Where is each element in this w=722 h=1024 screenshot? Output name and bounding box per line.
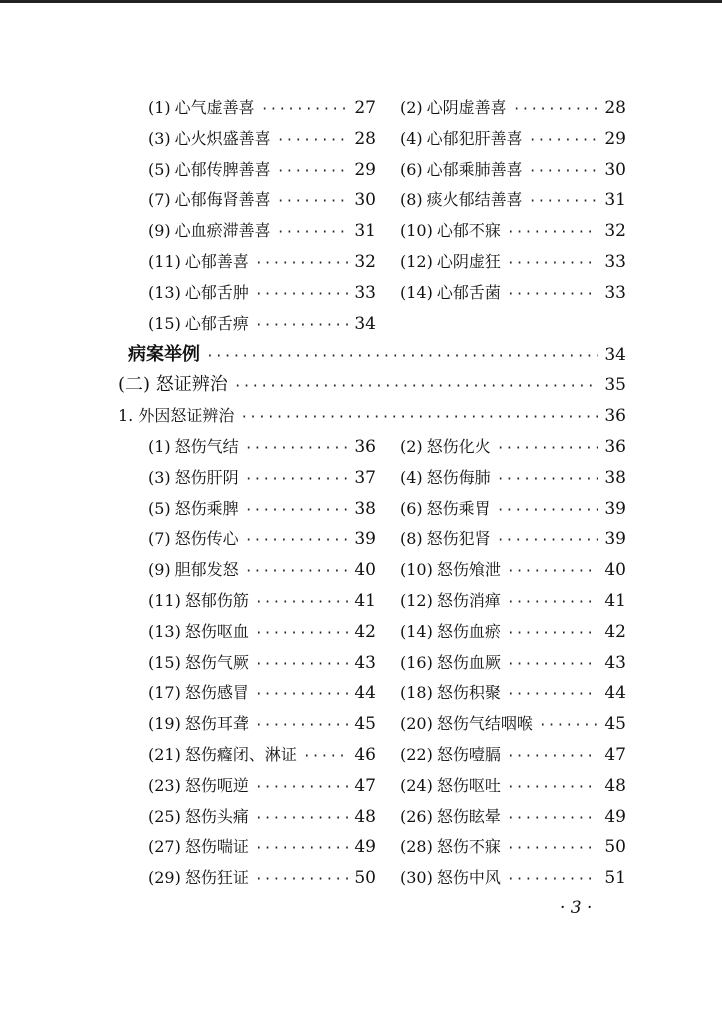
toc-leader-dots bbox=[507, 282, 599, 308]
toc-entry[interactable] bbox=[148, 619, 376, 645]
toc-leader-dots bbox=[507, 621, 599, 647]
toc-leader-dots bbox=[507, 220, 599, 246]
toc-leader-dots bbox=[255, 313, 349, 339]
toc-leader-dots bbox=[507, 682, 599, 708]
toc-entry-title: 胆郁发怒 bbox=[174, 560, 239, 580]
toc-entry[interactable] bbox=[400, 680, 626, 706]
toc-page-number: 39 bbox=[604, 529, 626, 550]
toc-entry-number: (3) bbox=[148, 128, 171, 148]
toc-entry-title: 怒伤喘证 bbox=[184, 837, 249, 857]
toc-entry-label bbox=[400, 280, 501, 306]
toc-leader-dots bbox=[255, 867, 349, 893]
toc-entry-number: (13) bbox=[148, 621, 181, 641]
toc-entry[interactable] bbox=[148, 496, 376, 522]
toc-leader-dots bbox=[529, 128, 599, 154]
toc-entry[interactable] bbox=[400, 834, 626, 860]
toc-entry-title: 怒伤气厥 bbox=[184, 652, 249, 672]
toc-leader-dots bbox=[255, 713, 349, 739]
toc-page-number: 46 bbox=[354, 745, 376, 765]
toc-entry[interactable] bbox=[148, 680, 376, 706]
toc-entry-title: 怒伤狂证 bbox=[184, 868, 249, 888]
toc-entry[interactable] bbox=[400, 711, 626, 737]
toc-entry-title: 心郁犯肝善喜 bbox=[426, 128, 523, 148]
toc-entry-title: 心郁舌菌 bbox=[436, 282, 501, 302]
toc-page-number: 30 bbox=[604, 159, 626, 180]
toc-entry[interactable] bbox=[148, 865, 376, 891]
toc-entry-number: (8) bbox=[400, 529, 423, 549]
toc-page-number: 47 bbox=[354, 775, 376, 796]
toc-entry-label bbox=[400, 557, 501, 583]
toc-entry[interactable] bbox=[148, 526, 376, 552]
toc-entry-label bbox=[400, 804, 501, 830]
toc-page-number: 42 bbox=[354, 621, 376, 642]
toc-leader-dots bbox=[255, 682, 349, 708]
toc-entry[interactable] bbox=[148, 434, 376, 460]
toc-page-number: 40 bbox=[354, 560, 376, 581]
toc-entry-title: 怒伤癃闭、淋证 bbox=[184, 745, 297, 764]
toc-leader-dots bbox=[507, 652, 599, 678]
toc-entry-title: 怒伤呕血 bbox=[184, 621, 249, 641]
toc-page-number: 31 bbox=[354, 221, 376, 242]
toc-page-number: 37 bbox=[354, 467, 376, 488]
toc-entry-title: 怒伤感冒 bbox=[184, 683, 249, 703]
toc-entry-label bbox=[148, 804, 249, 830]
toc-entry-number: (30) bbox=[400, 868, 433, 888]
toc-page-number: 29 bbox=[604, 128, 626, 149]
toc-entry-title: 怒伤肝阴 bbox=[174, 467, 239, 487]
toc-entry-number: (5) bbox=[148, 498, 171, 518]
toc-entry-number: (4) bbox=[400, 128, 423, 148]
toc-entry-label bbox=[400, 711, 533, 737]
toc-entry[interactable] bbox=[400, 465, 626, 491]
toc-entry-label bbox=[400, 95, 507, 121]
toc-entry-title: 心火炽盛善喜 bbox=[174, 128, 271, 148]
toc-entry-title: 怒伤犯肾 bbox=[426, 529, 491, 549]
toc-case-examples[interactable] bbox=[128, 342, 626, 368]
toc-entry-title: 怒伤传心 bbox=[174, 529, 239, 549]
page-number-footer: · 3 · bbox=[560, 898, 593, 918]
toc-entry-number: (11) bbox=[148, 252, 181, 271]
toc-entry[interactable] bbox=[148, 588, 376, 614]
toc-page-number: 42 bbox=[604, 621, 626, 642]
toc-entry-number: (2) bbox=[400, 437, 423, 456]
toc-leader-dots bbox=[529, 189, 599, 215]
toc-entry-label bbox=[148, 742, 297, 768]
toc-entry[interactable] bbox=[400, 619, 626, 645]
toc-leader-dots bbox=[507, 590, 599, 616]
toc-entry-number: (6) bbox=[400, 159, 423, 179]
toc-entry-title: 怒伤气结咽喉 bbox=[436, 714, 533, 734]
toc-entry-title: 怒伤头痛 bbox=[184, 806, 249, 826]
toc-entry-title: 怒伤积聚 bbox=[436, 683, 501, 703]
toc-entry-number: (23) bbox=[148, 775, 181, 795]
toc-page-number: 35 bbox=[604, 375, 626, 395]
toc-entry-number: (3) bbox=[148, 467, 171, 487]
top-border-rule bbox=[0, 0, 722, 3]
toc-entry-label bbox=[400, 742, 501, 768]
toc-entry-label bbox=[148, 218, 271, 244]
toc-page-number: 36 bbox=[604, 406, 626, 426]
toc-entry-title: 心阴虚狂 bbox=[436, 252, 501, 271]
toc-entry-title: 怒伤呕吐 bbox=[436, 775, 501, 795]
toc-entry-label bbox=[148, 465, 239, 491]
toc-entry[interactable] bbox=[400, 187, 626, 213]
toc-leader-dots bbox=[277, 189, 349, 215]
toc-entry[interactable] bbox=[400, 95, 626, 121]
toc-entry-label bbox=[148, 187, 271, 213]
toc-entry-label bbox=[400, 465, 491, 491]
toc-entry-title: 心血瘀滞善喜 bbox=[174, 221, 271, 241]
toc-entry-number: (24) bbox=[400, 775, 433, 795]
toc-entry[interactable] bbox=[400, 280, 626, 306]
toc-leader-dots bbox=[507, 775, 599, 801]
toc-leader-dots bbox=[245, 559, 349, 585]
toc-entry-number: (11) bbox=[148, 591, 181, 610]
toc-entry-label bbox=[400, 157, 523, 183]
toc-entry[interactable] bbox=[148, 804, 376, 830]
toc-group-1[interactable] bbox=[118, 403, 626, 429]
toc-entry-label bbox=[400, 773, 501, 799]
toc-page-number: 48 bbox=[354, 806, 376, 827]
toc-entry[interactable] bbox=[148, 157, 376, 183]
toc-entry-number: (1) bbox=[148, 98, 171, 117]
toc-entry-label bbox=[400, 187, 523, 213]
toc-entry-label bbox=[400, 619, 501, 645]
toc-entry-number: (14) bbox=[400, 282, 433, 302]
toc-entry-label bbox=[148, 526, 239, 552]
toc-entry-number: (15) bbox=[148, 313, 181, 333]
toc-entry[interactable] bbox=[148, 650, 376, 676]
toc-leader-dots bbox=[255, 806, 349, 832]
toc-entry-number: (21) bbox=[148, 745, 181, 764]
toc-page-number: 33 bbox=[354, 282, 376, 303]
toc-leader-dots bbox=[255, 251, 349, 277]
toc-page-number: 31 bbox=[604, 190, 626, 211]
toc-entry-title: 怒伤飧泄 bbox=[436, 560, 501, 580]
toc-entry-label bbox=[148, 557, 239, 583]
toc-leader-dots bbox=[507, 744, 599, 770]
toc-entry-title: 怒伤中风 bbox=[436, 868, 501, 888]
toc-entry-title: 怒伤呃逆 bbox=[184, 775, 249, 795]
toc-entry[interactable] bbox=[148, 249, 376, 275]
toc-entry-number: (7) bbox=[148, 190, 171, 210]
toc-page-number: 39 bbox=[354, 529, 376, 550]
toc-page-number: 27 bbox=[354, 98, 376, 118]
toc-leader-dots bbox=[303, 744, 349, 770]
toc-entry-number: (25) bbox=[148, 806, 181, 826]
toc-page-number: 33 bbox=[604, 282, 626, 303]
toc-entry-number: (12) bbox=[400, 591, 433, 610]
toc-entry[interactable] bbox=[400, 249, 626, 275]
toc-entry-title: 怒伤气结 bbox=[174, 437, 239, 456]
toc-entry[interactable] bbox=[148, 218, 376, 244]
toc-leader-dots bbox=[497, 528, 599, 554]
toc-entry[interactable] bbox=[148, 311, 376, 337]
toc-entry[interactable] bbox=[148, 557, 376, 583]
toc-page-number: 43 bbox=[604, 652, 626, 673]
toc-entry-number: (15) bbox=[148, 652, 181, 672]
toc-entry-label bbox=[400, 650, 501, 676]
toc-entry-label bbox=[148, 311, 249, 337]
toc-entry[interactable] bbox=[400, 588, 626, 614]
toc-leader-dots bbox=[245, 498, 349, 524]
toc-leader-dots bbox=[497, 498, 599, 524]
toc-entry[interactable] bbox=[148, 95, 376, 121]
toc-entry-label bbox=[148, 157, 271, 183]
toc-entry[interactable] bbox=[148, 126, 376, 152]
toc-entry-number: (27) bbox=[148, 837, 181, 857]
toc-entry-title: 怒伤乘脾 bbox=[174, 498, 239, 518]
toc-page-number: 34 bbox=[354, 313, 376, 334]
toc-entry-label bbox=[148, 588, 249, 614]
toc-page-number: 49 bbox=[604, 806, 626, 827]
toc-leader-dots bbox=[529, 159, 599, 185]
toc-entry-number: (12) bbox=[400, 252, 433, 271]
toc-leader-dots bbox=[507, 836, 599, 862]
toc-entry-number: (18) bbox=[400, 683, 433, 703]
toc-entry[interactable] bbox=[400, 526, 626, 552]
toc-leader-dots bbox=[497, 467, 599, 493]
toc-page-number: 44 bbox=[604, 683, 626, 704]
toc-entry-number: (6) bbox=[400, 498, 423, 518]
toc-title: 1. 外因怒证辨治 bbox=[118, 406, 235, 425]
toc-entry-number: (8) bbox=[400, 190, 423, 210]
toc-title: (二) 怒证辨治 bbox=[118, 374, 228, 395]
toc-entry-label bbox=[400, 126, 523, 152]
toc-page-number: 45 bbox=[604, 714, 626, 735]
toc-entry-number: (5) bbox=[148, 159, 171, 179]
toc-entry[interactable] bbox=[148, 465, 376, 491]
toc-entry-label bbox=[400, 218, 501, 244]
toc-leader-dots bbox=[240, 405, 598, 431]
toc-leader-dots bbox=[507, 867, 599, 893]
toc-leader-dots bbox=[234, 374, 599, 400]
toc-leader-dots bbox=[277, 159, 349, 185]
toc-entry-label bbox=[400, 496, 491, 522]
toc-entry-number: (10) bbox=[400, 560, 433, 580]
toc-leader-dots bbox=[245, 436, 349, 462]
toc-entry-title: 心郁舌痹 bbox=[184, 313, 249, 333]
toc-entry-number: (29) bbox=[148, 868, 181, 888]
toc-entry[interactable] bbox=[400, 496, 626, 522]
toc-entry-title: 痰火郁结善喜 bbox=[426, 190, 523, 210]
toc-page-number: 43 bbox=[354, 652, 376, 673]
toc-entry[interactable] bbox=[148, 773, 376, 799]
toc-leader-dots bbox=[261, 97, 349, 123]
toc-entry-title: 怒伤眩晕 bbox=[436, 806, 501, 826]
toc-leader-dots bbox=[255, 590, 349, 616]
toc-entry-number: (17) bbox=[148, 683, 181, 703]
toc-entry-label bbox=[400, 434, 491, 460]
toc-entry-label bbox=[148, 834, 249, 860]
toc-page-number: 33 bbox=[604, 252, 626, 272]
toc-entry-title: 怒伤侮肺 bbox=[426, 467, 491, 487]
toc-entry[interactable] bbox=[148, 834, 376, 860]
toc-entry-number: (9) bbox=[148, 221, 171, 241]
toc-entry-number: (19) bbox=[148, 714, 181, 734]
toc-entry-number: (28) bbox=[400, 837, 433, 857]
toc-entry-title: 怒伤血瘀 bbox=[436, 621, 501, 641]
toc-leader-dots bbox=[507, 806, 599, 832]
toc-entry-label bbox=[400, 526, 491, 552]
toc-page-number: 28 bbox=[354, 128, 376, 149]
toc-entry[interactable] bbox=[400, 157, 626, 183]
toc-section-2[interactable] bbox=[118, 372, 626, 398]
toc-entry-label bbox=[400, 865, 501, 891]
toc-entry-number: (13) bbox=[148, 282, 181, 302]
toc-entry-label bbox=[148, 865, 249, 891]
toc-page-number: 44 bbox=[354, 683, 376, 704]
toc-entry-title: 心郁传脾善喜 bbox=[174, 159, 271, 179]
toc-page-number: 48 bbox=[604, 775, 626, 796]
toc-leader-dots bbox=[507, 559, 599, 585]
toc-page-number: 36 bbox=[354, 437, 376, 457]
toc-entry-title: 怒伤耳聋 bbox=[184, 714, 249, 734]
toc-page-number: 41 bbox=[604, 591, 626, 611]
toc-entry[interactable] bbox=[400, 650, 626, 676]
toc-leader-dots bbox=[255, 836, 349, 862]
toc-entry-title: 怒伤乘胃 bbox=[426, 498, 491, 518]
toc-page-number: 38 bbox=[604, 467, 626, 488]
toc-entry[interactable] bbox=[148, 742, 376, 768]
toc-entry-title: 心郁不寐 bbox=[436, 221, 501, 241]
toc-page-number: 30 bbox=[354, 190, 376, 211]
toc-entry-title: 怒郁伤筋 bbox=[184, 591, 249, 610]
toc-leader-dots bbox=[245, 467, 349, 493]
toc-entry-title: 怒伤消瘅 bbox=[436, 591, 501, 610]
toc-leader-dots bbox=[255, 621, 349, 647]
toc-entry[interactable] bbox=[400, 126, 626, 152]
toc-page-number: 40 bbox=[604, 560, 626, 581]
toc-entry-number: (1) bbox=[148, 437, 171, 456]
toc-leader-dots bbox=[255, 775, 349, 801]
toc-entry[interactable] bbox=[148, 280, 376, 306]
toc-entry-title: 怒伤化火 bbox=[426, 437, 491, 456]
toc-entry-title: 怒伤不寐 bbox=[436, 837, 501, 857]
toc-entry-label bbox=[148, 126, 271, 152]
toc-entry-title: 怒伤噎膈 bbox=[436, 745, 501, 764]
toc-entry[interactable] bbox=[400, 742, 626, 768]
toc-page-number: 29 bbox=[354, 159, 376, 180]
toc-leader-dots bbox=[507, 251, 599, 277]
toc-page-number: 45 bbox=[354, 714, 376, 735]
toc-leader-dots bbox=[277, 128, 349, 154]
toc-leader-dots bbox=[255, 282, 349, 308]
toc-entry-label bbox=[148, 280, 249, 306]
toc-entry-title: 心阴虚善喜 bbox=[426, 98, 507, 117]
toc-page-number: 51 bbox=[604, 868, 626, 889]
toc-entry-label bbox=[148, 619, 249, 645]
toc-entry-title: 怒伤血厥 bbox=[436, 652, 501, 672]
toc-entry-label bbox=[400, 680, 501, 706]
toc-page-number: 36 bbox=[604, 437, 626, 457]
toc-page-number: 28 bbox=[604, 98, 626, 118]
toc-entry-label bbox=[148, 680, 249, 706]
toc-leader-dots bbox=[255, 652, 349, 678]
toc-entry[interactable] bbox=[400, 773, 626, 799]
toc-entry[interactable] bbox=[400, 804, 626, 830]
toc-entry-title: 心郁善喜 bbox=[184, 252, 249, 271]
toc-entry-number: (14) bbox=[400, 621, 433, 641]
toc-entry-label bbox=[148, 496, 239, 522]
toc-leader-dots bbox=[513, 97, 599, 123]
toc-entry-label bbox=[148, 95, 255, 121]
toc-leader-dots bbox=[497, 436, 599, 462]
toc-entry-label bbox=[400, 588, 501, 614]
toc-leader-dots bbox=[245, 528, 349, 554]
toc-entry-title: 心郁乘肺善喜 bbox=[426, 159, 523, 179]
toc-entry-title: 心气虚善喜 bbox=[174, 98, 255, 117]
toc-entry-label bbox=[400, 834, 501, 860]
toc-page-number: 39 bbox=[604, 498, 626, 519]
toc-leader-dots bbox=[277, 220, 349, 246]
toc-entry-number: (16) bbox=[400, 652, 433, 672]
toc-entry-number: (20) bbox=[400, 714, 433, 734]
toc-entry-number: (9) bbox=[148, 560, 171, 580]
toc-page-number: 32 bbox=[354, 252, 376, 272]
toc-entry[interactable] bbox=[400, 865, 626, 891]
toc-leader-dots bbox=[206, 344, 598, 370]
toc-entry-number: (26) bbox=[400, 806, 433, 826]
toc-entry[interactable] bbox=[400, 434, 626, 460]
toc-entry[interactable] bbox=[148, 711, 376, 737]
toc-entry-number: (2) bbox=[400, 98, 423, 117]
toc-entry-label bbox=[148, 249, 249, 275]
toc-entry-number: (7) bbox=[148, 529, 171, 549]
toc-page-number: 49 bbox=[354, 837, 376, 858]
toc-page-number: 47 bbox=[604, 745, 626, 765]
toc-title: 病案举例 bbox=[128, 344, 200, 365]
toc-entry-title: 心郁侮肾善喜 bbox=[174, 190, 271, 210]
toc-page-number: 38 bbox=[354, 498, 376, 519]
toc-entry[interactable] bbox=[148, 187, 376, 213]
toc-entry[interactable] bbox=[400, 218, 626, 244]
toc-page-number: 50 bbox=[604, 837, 626, 858]
toc-entry-label bbox=[148, 434, 239, 460]
toc-entry-label bbox=[148, 773, 249, 799]
toc-page-number: 32 bbox=[604, 221, 626, 242]
toc-page-number: 34 bbox=[604, 345, 626, 365]
toc-entry-number: (10) bbox=[400, 221, 433, 241]
toc-entry-number: (22) bbox=[400, 745, 433, 764]
toc-entry-number: (4) bbox=[400, 467, 423, 487]
toc-page-number: 50 bbox=[354, 868, 376, 889]
toc-leader-dots bbox=[539, 713, 599, 739]
toc-entry[interactable] bbox=[400, 557, 626, 583]
toc-entry-label bbox=[148, 650, 249, 676]
toc-entry-label bbox=[400, 249, 501, 275]
toc-entry-title: 心郁舌肿 bbox=[184, 282, 249, 302]
toc-page-number: 41 bbox=[354, 591, 376, 611]
toc-entry-label bbox=[148, 711, 249, 737]
